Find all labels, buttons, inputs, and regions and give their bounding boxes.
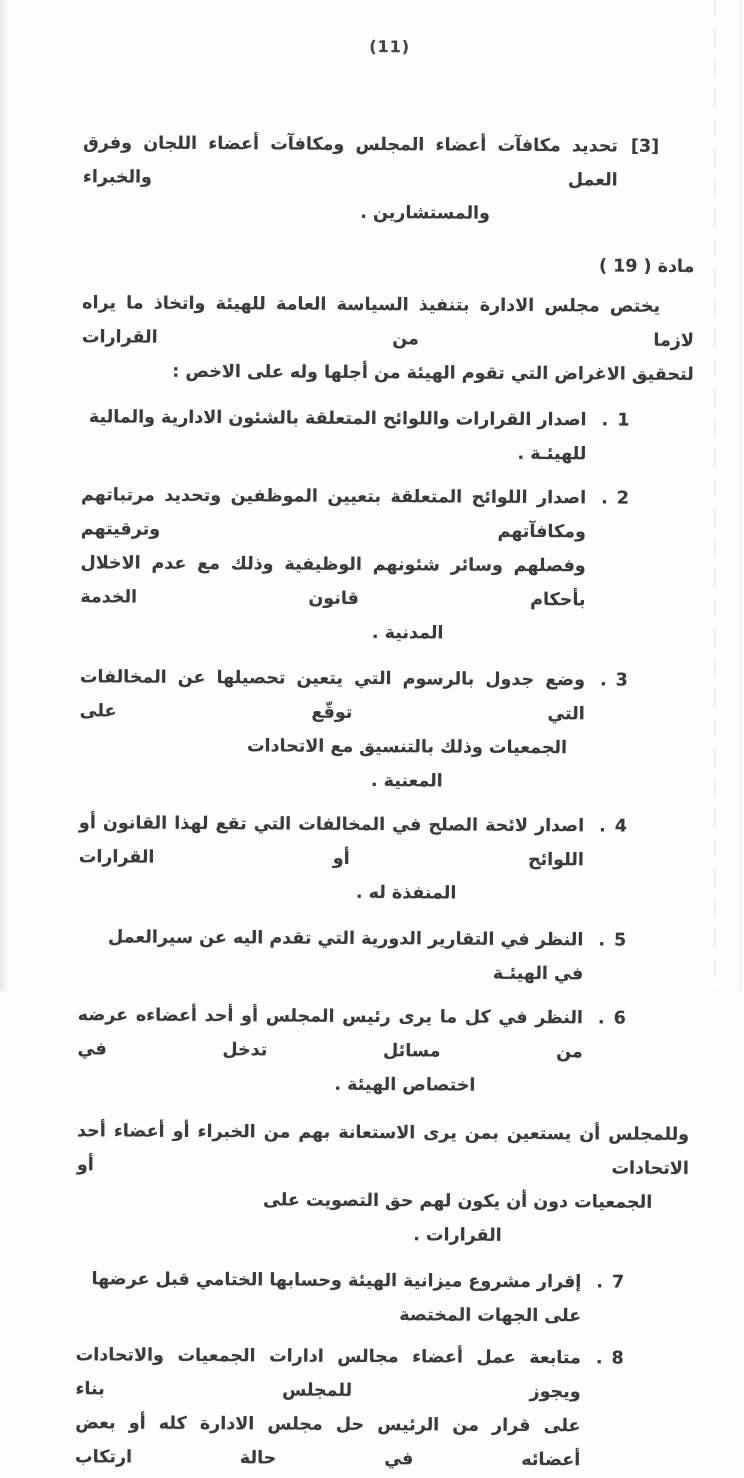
text-line: النظر في كل ما يرى رئيس المجلس أو أحد أعضاءه عرضه من مسائل تدخل في: [77, 1005, 584, 1063]
item-number-dot: .: [601, 410, 609, 431]
item-number-dot: .: [598, 930, 606, 951]
text-line: والمستشارين .: [360, 202, 490, 224]
item-number-dot: .: [595, 1348, 603, 1369]
item-marker: [599, 809, 627, 911]
numbered-item: [80, 478, 693, 652]
item-marker: [601, 403, 629, 471]
text-line: الجمعيات دون أن يكون لهم حق التصويت على القرارات .: [263, 1190, 653, 1246]
item-marker: [595, 1341, 624, 1477]
item-number: 4: [614, 816, 628, 837]
item-text: [76, 1262, 582, 1333]
text-line: النظر في التقارير الدورية التي تقدم اليه عن سيرالعمل في الهيئـة: [107, 927, 584, 985]
item-marker: [597, 1001, 625, 1103]
text-line: المدنية .: [371, 623, 444, 644]
item-number: 6: [613, 1008, 626, 1029]
item-text: [83, 126, 618, 231]
text-line: وللمجلس أن يستعين بمن يرى الاستعانة بهم من الخبراء أو أعضاء أحد الاتحادات أو: [76, 1121, 690, 1179]
numbered-item: [81, 400, 693, 472]
item-text: [81, 400, 587, 471]
text-line: اصدار لائحة الصلح في المخالفات التي تقع لهذا القانون أو اللوائح أو القرارات: [78, 813, 585, 871]
text-line: الجمعيات وذلك بالتنسيق مع الاتحادات المعنية .: [246, 736, 568, 792]
item-number: 7: [611, 1272, 625, 1293]
item-text: [82, 286, 695, 392]
numbered-item: [79, 660, 692, 800]
text-line: المنفذة له .: [355, 882, 457, 904]
bracket-item: [83, 126, 660, 232]
item-text: [76, 1114, 689, 1254]
item-marker: [600, 481, 629, 651]
text-line: اختصاص الهيئة .: [334, 1074, 476, 1096]
item-text: [79, 660, 585, 799]
item-number: 3: [615, 670, 628, 691]
text-line: إقرار مشروع ميزانية الهيئة وحسابها الختامي قبل عرضها على الجهات المختصة: [91, 1269, 582, 1327]
text-line: وفصلهم وسائر شئونهم الوظيفية وذلك مع عدم الاخلال بأحكام قانون الخدمة: [80, 553, 586, 611]
paragraph: [76, 1114, 689, 1254]
item-marker: [598, 923, 626, 991]
text-line: على قرار من الرئيس حل مجلس الادارة كله أو بعض أعضائه في حالة ارتكاب: [75, 1413, 581, 1471]
item-number: 5: [614, 930, 627, 951]
numbered-item: [78, 920, 690, 992]
text-line: اصدار القرارات واللوائح المتعلقة بالشئون الادارية والمالية للهيئـة .: [88, 407, 587, 465]
item-number-dot: .: [596, 1272, 604, 1293]
numbered-item: [75, 1338, 688, 1478]
item-number: 8: [611, 1348, 624, 1369]
item-text: [78, 806, 584, 911]
text-line: متابعة عمل أعضاء مجالس ادارات الجمعيات والاتحادات ويجوز للمجلس بناء: [75, 1345, 581, 1403]
item-marker: [599, 663, 628, 799]
text-line: لتحقيق الاغراض التي تقوم الهيئة من أجلها وله على الاخص :: [172, 361, 694, 385]
heading: مادة ( 19 ): [598, 256, 695, 277]
item-number-dot: .: [597, 1008, 605, 1029]
document-content: [75, 126, 695, 1478]
numbered-item: [78, 806, 691, 912]
paragraph: [82, 286, 695, 392]
item-number: 2: [616, 488, 630, 509]
item-number-dot: .: [599, 816, 606, 837]
numbered-item: [76, 1262, 688, 1334]
item-text: [75, 1338, 581, 1477]
item-number-dot: .: [599, 670, 607, 691]
page-number: (11): [369, 36, 411, 57]
item-number: 1: [617, 410, 630, 431]
text-line: اصدار اللوائح المتعلقة بتعيين الموظفين وتحديد مرتباتهم ومكافآتهم وترقيتهم: [80, 485, 587, 543]
item-number-dot: .: [601, 488, 608, 509]
text-line: وضع جدول بالرسوم التي يتعين تحصيلها عن المخالفات التي توقّع على: [79, 667, 586, 725]
item-marker: [596, 1265, 624, 1333]
text-line: تحديد مكافآت أعضاء المجلس ومكافآت أعضاء اللجان وفرق العمل والخبراء: [82, 133, 618, 191]
item-text: [78, 920, 584, 991]
item-marker: [3]: [630, 136, 660, 157]
numbered-item: [77, 998, 690, 1104]
item-text: [80, 478, 586, 651]
item-text: [77, 998, 583, 1103]
text-line: يختص مجلس الادارة بتنفيذ السياسة العامة للهيئة واتخاذ ما يراه لازما من القرارات: [81, 293, 694, 351]
